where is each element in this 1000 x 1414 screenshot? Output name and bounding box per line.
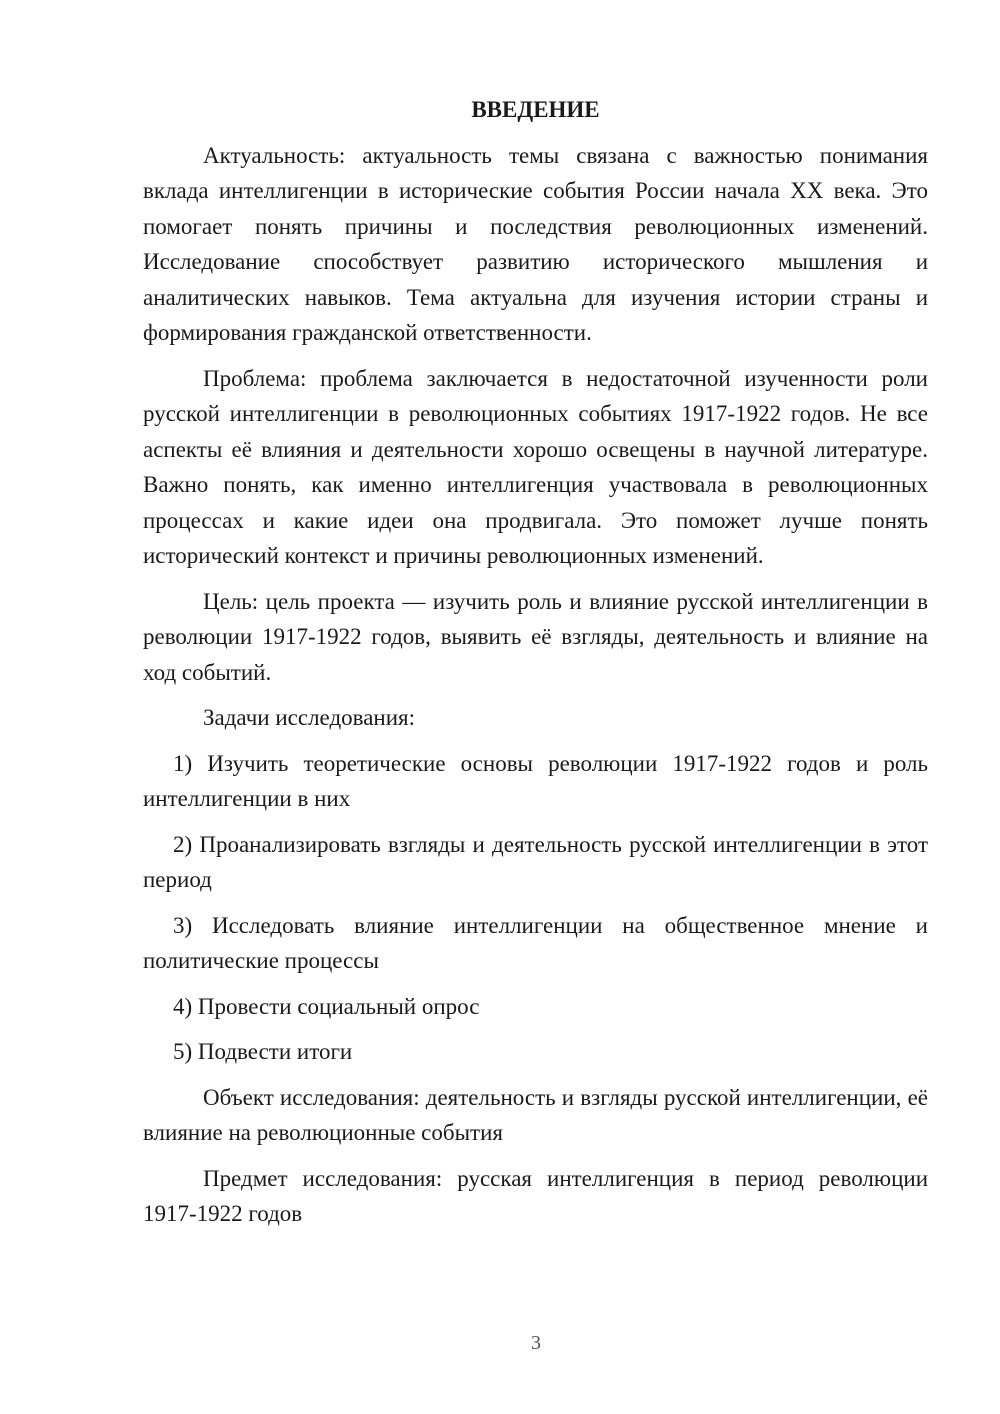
task-item-2: 2) Проанализировать взгляды и деятельность русской интеллигенции в этот период (143, 831, 928, 892)
tasks-heading: Задачи исследования: (203, 705, 416, 730)
relevance-paragraph: Актуальность: актуальность темы связана с важностью понимания вклада интеллигенции в исторические события России начала XX века. Это помогает понять причины и последствия революционных изменений. Исследование способствует развитию исторического мышления и аналитических навыков. Тема актуальна для изучения истории страны и формирования гражданской ответственности. (143, 142, 928, 345)
goal-paragraph: Цель: цель проекта — изучить роль и влияние русской интеллигенции в революции 1917-1922 годов, выявить её взгляды, деятельность и влияние на ход событий. (143, 588, 928, 685)
task-item-4: 4) Провести социальный опрос (173, 993, 480, 1019)
section-heading: ВВЕДЕНИЕ (471, 97, 600, 122)
page-number: 3 (531, 1332, 541, 1354)
subject-paragraph: Предмет исследования: русская интеллигенция в период революции 1917-1922 годов (143, 1165, 928, 1226)
document-page (143, 92, 928, 1242)
problem-paragraph: Проблема: проблема заключается в недостаточной изученности роли русской интеллигенции в революционных событиях 1917-1922 годов. Не все аспекты её влияния и деятельности хорошо освещены в научной литературе. Важно понять, как именно интеллигенция участвовала в революционных процессах и какие идеи она продвигала. Это поможет лучше понять исторический контекст и причины революционных изменений. (143, 365, 928, 568)
task-item-3: 3) Исследовать влияние интеллигенции на общественное мнение и политические процессы (143, 912, 928, 973)
object-paragraph: Объект исследования: деятельность и взгляды русской интеллигенции, её влияние на революционные события (143, 1084, 928, 1145)
task-item-1: 1) Изучить теоретические основы революции 1917-1922 годов и роль интеллигенции в них (143, 750, 928, 811)
task-item-5: 5) Подвести итоги (173, 1039, 353, 1064)
